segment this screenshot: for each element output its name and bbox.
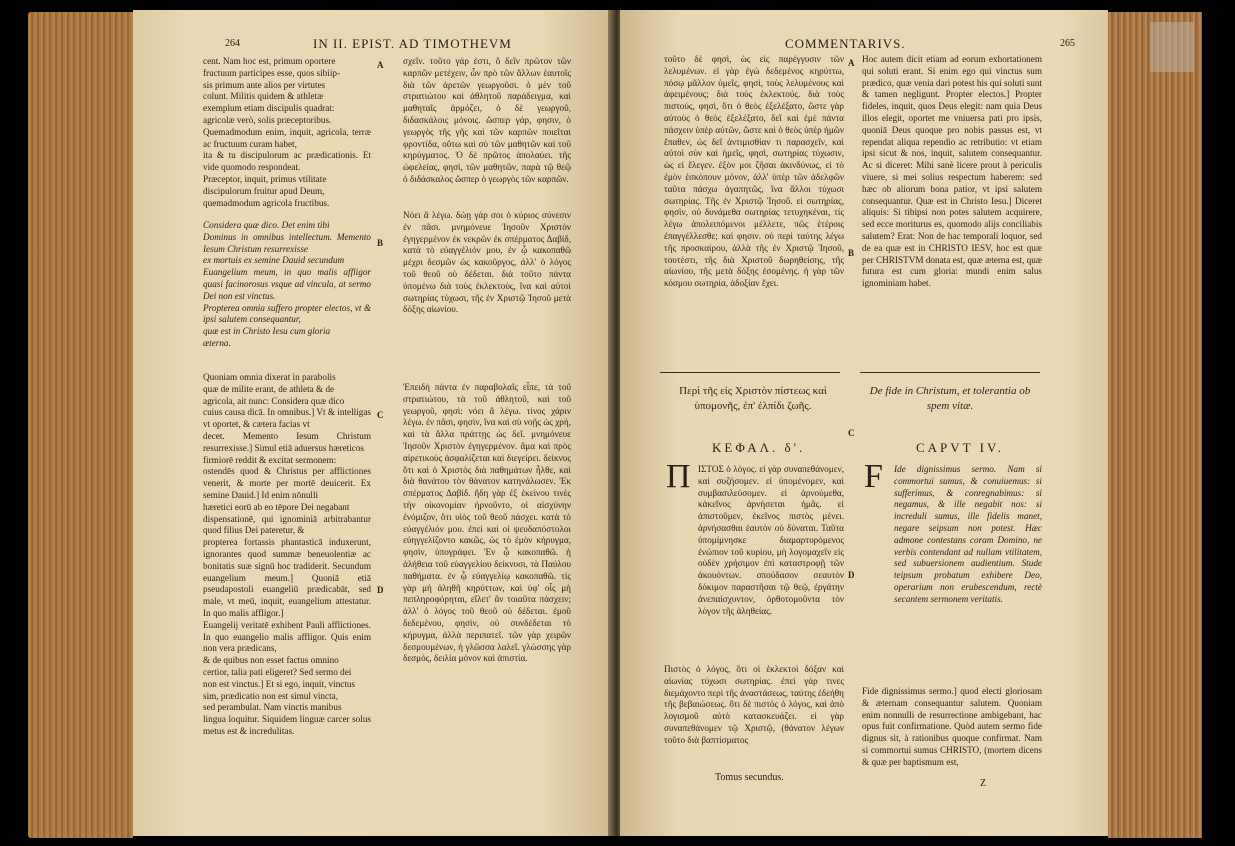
margin-letter-b-right: B [848, 248, 855, 258]
margin-letter-a-right: A [848, 58, 855, 68]
signature-mark: Z [980, 778, 987, 789]
left-page [133, 10, 613, 836]
greek-commentary-3: τοῦτο δὲ φησὶ, ὡς εἰς παρέγγυσιν τῶν λελυμένων. εἰ γὰρ ἐγὼ δεδεμένος κηρύττω, πόσῳ μᾶλλον ὑμεῖς, φησὶ, τοὺς λελυμένους καὶ ἀφειμένους; διὰ τοὺς ἐκλεκτούς. διὰ τοὺς πιστούς, φησὶ, ὅτι ὁ θεὸς ἐξελέξατο, ὥστε γὰρ αὐτοὺς ὁ θεὸς ἐξελέξατο, δεῖ καὶ ἐμὲ πάντα πάσχειν ὑπὲρ αὐτῶν, ὥστε καὶ ὁ θεὸς ὑπὲρ ἡμῶν ἔπαθεν, ὡς δεῖ ἀντιμισθίαν τι παρασχεῖν, καὶ αὐτοὶ σὺν καὶ ἡμεῖς, φησὶ, σωτηρίας τύχωσιν, ὡς εἰ ἔλεγεν. ἐξὸν μοι ζῆσαι ἀκινδύνως, εἰ τὸ ἐμὸν ἐσκόπουν μόνον, ἀλλ' ὑπὲρ τῶν ἀδελφῶν ταῦτα πάσχω ἀγαπητῶς, ἵνα ἄλλοι τύχωσι σωτηρίας. Τῆς ἐν Χριστῷ Ἰησοῦ. εἰ σωτηρίας, φησὶν, οὐ δυνάμεθα σωτηρίας τετυχηκέναι, τίς λέγω ἀπολειπόμενοι μέλλετε, πῶς ἑτέροις ἐπαγγέλλεσθε; καὶ φησιν. οὐ περὶ ταύτης λέγω τῆς προσκαίρου, ἀλλὰ τῆς ἐν Χριστῷ Ἰησοῦ, τουτέστι, τῆς διὰ Χριστοῦ δωρηθείσης, τῆς αἰωνίου, τῆς μετὰ δόξης ἐσομένης. ἡ γὰρ τῶν κόσμου σωτηρία, ἀδοξίαν ἔχει. [664, 54, 844, 289]
greek-scripture-1: Νόει ἃ λέγω. δώῃ γάρ σοι ὁ κύριος σύνεσιν ἐν πᾶσι. μνημόνευε Ἰησοῦν Χριστὸν ἐγηγερμένον ἐκ νεκρῶν ἐκ σπέρματος Δαβίδ, κατὰ τὸ εὐαγγέλιόν μου, ἐν ᾧ κακοπαθῶ μέχρι δεσμῶν ὡς κακοῦργος, ἀλλ' ὁ λόγος τοῦ θεοῦ οὐ δέδεται. διὰ τοῦτο πάντα ὑπομένω διὰ τοὺς ἐκλεκτοὺς, ἵνα καὶ αὐτοὶ σωτηρίας τύχωσι, τῆς ἐν Χριστῷ Ἰησοῦ μετὰ δόξης αἰωνίου. [403, 210, 571, 315]
page-number-right: 265 [1060, 38, 1075, 49]
running-head-left: IN II. EPIST. AD TIMOTHEVM [313, 36, 512, 51]
greek-scripture-2: ΙΣΤΟΣ ὁ λόγος. εἰ γὰρ συναπεθάνομεν, καὶ συζήσομεν. εἰ ὑπομένομεν, καὶ συμβασιλεύσομεν. εἰ ἀρνούμεθα, κἀκεῖνος ἀρνήσεται ἡμᾶς. εἰ ἀπιστοῦμεν, ἐκεῖνος πιστὸς μένει. ἀρνήσασθαι ἑαυτὸν οὐ δύναται. Ταῦτα ὑπομίμνησκε διαμαρτυρόμενος ἐνώπιον τοῦ κυρίου, μὴ λογομαχεῖν εἰς οὐδὲν χρήσιμον ἐπὶ καταστροφῇ τῶν ἀκουόντων. σπούδασον σεαυτὸν δόκιμον παραστῆσαι τῷ θεῷ, ἐργάτην ἀνεπαίσχυντον, ὀρθοτομοῦντα τὸν λόγον τῆς ἀληθείας. [698, 464, 844, 616]
latin-scripture-2: Ide dignissimus sermo. Nam si commortui sumus, & conuiuemus: si sufferimus, & conregnabimus: si negamus, & ille negabit nos: si increduli sumus, ille fidelis manet, negare seipsum non potest. Hæc admone contestans coram Domino, ne verbis contendant ad nullam vtilitatem, sed subuersionem audientium. Stude teipsum probatum exhibere Deo, operarium non erubescendum, rectè secantem sermonem veritatis. [894, 464, 1042, 604]
greek-chapter-title: Περὶ τῆς εἰς Χριστὸν πίστεως καὶ ὑπομονῆς, ἐπ' ἐλπίδι ζωῆς. [679, 385, 827, 412]
latin-scripture-1: Considera quæ dico. Det enim tibi Dominus in omnibus intellectum. Memento Iesum Christum resurrexisse ex mortuis ex semine Dauid secundum Euangelium meum, in quo malis affligor quasi facinorosus vsque ad vincula, at sermo Dei non est vinctus. Propterea omnia suffero propter electos, vt & ipsi salutem consequantur, quæ est in Christo Iesu cum gloria æterna. [203, 220, 371, 348]
latin-commentary-1: cent. Nam hoc est, primum oportere fructuum participes esse, quos sibiip- sis primum ante alios per virtutes colunt. Militis quidem & athletæ exemplum etiam discipulis quadrat: agricolæ verò, solis præceptoribus. Quemadmodum enim, inquit, agricola, terræ ac fructuum curam habet, ita & tu discipulorum ac prædicationis. Et vide quomodo respondeat. Præceptor, inquit, primus vtilitate discipulorum fruitur apud Deum, quemadmodum agricola fructibus. [203, 56, 371, 208]
greek-commentary-1: σχεῖν. τοῦτο γάρ ἐστι, ὃ δεῖν πρῶτον τῶν καρπῶν μετέχειν, ὧν πρὸ τῶν ἄλλων ἑαυτοῖς διὰ τῶν ἀρετῶν γεωργοῦσι. ὁ μὲν τοῦ στρατιώτου καὶ ἀθλητοῦ παράδειγμα, καὶ μαθηταῖς ἁρμόζει, ὁ δὲ γεωργοῦ, διδασκάλοις μόνοις. ὥσπερ γάρ, φησιν, ὁ γεωργὸς τῆς γῆς καὶ τῶν καρπῶν ποιεῖται φροντίδα, οὕτω καὶ σὺ τῶν μαθητῶν καὶ τοῦ κηρύγματος. Ὁ δὲ πρῶτος ἀπολαύει. τῆς ὠφελείας, φησὶ, τῶν μαθητῶν, παρὰ τῷ θεῷ ὁ διδάσκαλος ὥσπερ ὁ γεωργὸς τῶν καρπῶν. [403, 56, 571, 184]
margin-letter-b-left: B [377, 238, 384, 248]
section-rule-latin [860, 372, 1040, 373]
margin-letter-c-right: C [848, 428, 855, 438]
greek-commentary-4: Πιστὸς ὁ λόγος, ὅτι οἱ ἐκλεκτοὶ δόξαν καὶ αἰωνίας τύχωσι σωτηρίας. ἐπεὶ γάρ τινες διεμάχοντο περὶ τῆς ἀναστάσεως, ταύτης ἐδεήθη τῆς βεβαιώσεως. ὅτι δὲ πιστὸς ὁ λόγος, καὶ ἀπὸ λογισμοῦ αὐτὸ κατασκευάζει. εἰ γὰρ συναπεθάνομεν τῷ Χριστῷ, (θάνατον λέγων τοῦτο διὰ βαπτίσματος [664, 664, 844, 745]
right-page [620, 10, 1108, 836]
greek-drop-cap: Π [666, 458, 691, 495]
latin-chapter-label: CAPVT IV. [916, 440, 1004, 455]
latin-commentary-4: Fide dignissimus sermo.] quod electi gloriosam & æternam consequantur salutem. Quoniam enim nonnulli de resurrectione ambigebant, hac opus fuit confirmatione. Quòd autem sermo fide dignus sit, à rationibus quoque confirmat. Nam si commortui sumus CHRISTO, (mortem dicens & quæ per baptismum est, [862, 686, 1042, 767]
volume-footer: Tomus secundus. [715, 772, 784, 783]
margin-letter-c-left: C [377, 410, 384, 420]
latin-commentary-2: Quoniam omnia dixerat in parabolis quæ de milite erant, de athleta & de agricola, ait nunc: Considera quæ dico cuius causa dicā. In omnibus.] Vt & intelligas vt oportet, & cætera facias vt decet. Memento Iesum Christum resurrexisse.] Simul etiā aduersus hæreticos firmiorē reddit & excitat sermonem: ostendēs quod & Christus per afflictiones venerit, & morte per mortē deuicerit. Ex semine Dauid.] Id enim nōnulli hæretici eorū ab eo tēpore Dei negabant dispensationē, qui ignominiā arbitrabantur quod filius Dei pateretur, & propterea fortassis phantasticā induxerunt, ignorantes quod summæ beneuolentiæ ac bonitatis suæ signū hoc tradiderit. Secundum euangelium meum.] Quoniā etiā pseudapostoli euangeliū prædicabāt, sed male, vt meū, inquit, euangelium attestatur. In quo malis affligor.] Euangelij veritatē exhibent Pauli afflictiones. In quo euangelio malis affligor. Quis enim non vera prædicans, & de quibus non esset factus omnino certior, talia pati eligeret? Sed sermo dei non est vinctus.] Et si ego, inquit, vinctus sim, prædicatio non est simul vincta, sed perambulat. Nam vinctis manibus lingua loquitur. Siquidem linguæ carcer solus metus est & incredulitas. [203, 372, 371, 736]
right-book-edge [1108, 12, 1202, 838]
page-number-left: 264 [225, 38, 240, 49]
margin-letter-a-left: A [377, 60, 384, 70]
greek-chapter-label: ΚΕΦΑΛ. δ'. [712, 440, 806, 455]
shelf-label [1150, 22, 1194, 72]
left-book-edge [28, 12, 133, 838]
margin-letter-d-left: D [377, 585, 384, 595]
running-head-right: COMMENTARIVS. [785, 36, 906, 51]
margin-letter-d-right: D [848, 570, 855, 580]
greek-commentary-2: Ἐπειδὴ πάντα ἐν παραβολαῖς εἶπε, τὰ τοῦ στρατιώτου, τὰ τοῦ ἀθλητοῦ, καὶ τοῦ γεωργοῦ, φησὶ: νόει ἃ λέγω. τίνος χάριν λέγω. ἐν πᾶσι, φησὶν, ἵνα καὶ σὺ νοῇς ὡς χρή, καὶ τὰ ἄλλα πράττῃς ὡς δεῖ. μνημόνευε Ἰησοῦν Χριστὸν ἐγηγερμένον. ἅμα καὶ πρὸς αἱρετικοὺς ἀσφαλίζεται καὶ διεγείρει. δείκνυς ὅτι καὶ ὁ Χριστὸς διὰ παθημάτων ἦλθε, καὶ διὰ θανάτου τὸν θάνατον κατηνάλωσεν. Ἐκ σπέρματος Δαβίδ. ἤδη γὰρ ἐξ ἐκείνου τινὲς τὴν οἰκονομίαν ἠρνοῦντο, οἱ αἰσχύνην ἐνόμιζον, ὅτι υἱὸς τοῦ θεοῦ πάσχει. κατὰ τὸ εὐαγγέλιόν μου. ἐπεὶ καὶ οἱ ψευδαπόστολοι εὐηγγελίζοντο κακῶς, ὡς τὸ ἐμὸν κήρυγμα, φησὶν, ὑπογράφει. Ἐν ᾧ κακοπαθῶ. ἡ ἀλήθεια τοῦ εὐαγγελίου δείκνυσι, τὰ Παύλου παθήματα. ἐν ᾧ εὐαγγελίῳ κακοπαθῶ. τίς γὰρ μὴ ἀληθῆ κηρύττων, καὶ ὑφ' οἷς μὴ πεπληροφόρηται, εἵλετ' ἂν τοιαῦτα πάσχειν; ἀλλ' ὁ λόγος τοῦ θεοῦ οὐ δέδεται. ἐμοῦ δεδεμένου, φησὶν, οὐ συνδέδεται τὸ κήρυγμα, ἀλλὰ περιπατεῖ. τῶν γὰρ χειρῶν δεσμουμένων, ἡ γλῶσσα λαλεῖ. γλώσσης γὰρ δεσμὸς, δειλία μόνον καὶ ἀπιστία. [403, 382, 571, 664]
latin-drop-cap: F [864, 458, 883, 495]
latin-chapter-title: De fide in Christum, et tolerantia ob spem vitæ. [869, 385, 1031, 412]
section-rule-greek [660, 372, 840, 373]
latin-commentary-3: Hoc autem dicit etiam ad eorum exhortationem qui soluti erant. Si enim ego qui vinctus sum prædico, quæ venia dari potest his qui soluti sunt & tamen negligunt. Propter electos.] Propter fideles, inquit, quos Deus elegit: nam quia Deus illos elegit, oportet me vniuersa pati pro ipsis, quoniā Deus quoque pro nobis passus est, vt rependat aliqua rependio ac retributio: vt etiam ipsi sicut & nos, inquit, salutem consequantur. Ac si diceret: Mihi sanè licere prout à periculis viuere, si mei solius respectum haberem: sed hæc ob aliorum bona patior, vt ipsi salutem consequantur. Quæ est in Christo Iesu.] Diceret aliquis: Si tibipsi non potes salutem acquirere, sed ecce moriturus es, quomodo alijs conciliabis salutem? Erat: Non de hac temporali loquor, sed de ea quæ est in CHRISTO IESV, hoc est quæ per CHRISTVM donata est, quæ æterna est, quæ futura est cum gloria: mundi enim salus ignominiam habet. [862, 54, 1042, 289]
